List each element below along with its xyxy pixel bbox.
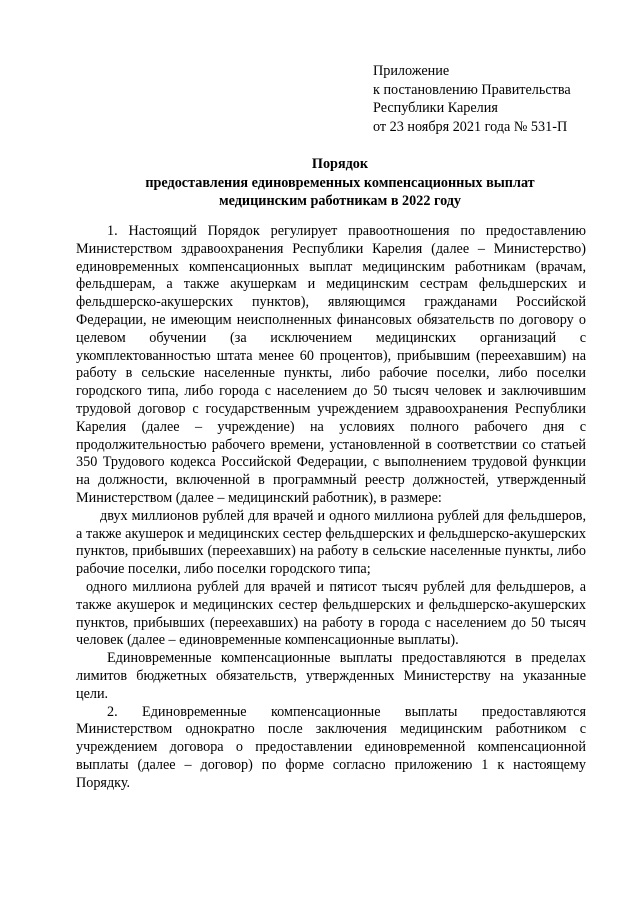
title-line-1: Порядок [311, 156, 369, 172]
paragraph-4: Единовременные компенсационные выплаты предоставляются в пределах лимитов бюджетных обязательств, утвержденных Министерству на указанные цели. [76, 650, 586, 702]
paragraph-2: двух миллионов рублей для врачей и одного миллиона рублей для фельдшеров, а также акушерок и медицинских сестер фельдшерских и фельдшерско-акушерских пунктов, прибывших (переехавших) на работу в сельские населенные пункты, либо рабочие поселки, либо поселки городского типа; [76, 507, 586, 578]
title-line-3: медицинским работникам в 2022 году [218, 193, 462, 209]
paragraph-5: 2. Единовременные компенсационные выплаты предоставляются Министерством однократно после заключения медицинским работником с учреждением договора о предоставлении единовременной компенсационной выплаты (далее – договор) по форме согласно приложению 1 к настоящему Порядку. [76, 703, 586, 791]
paragraph-3: одного миллиона рублей для врачей и пятисот тысяч рублей для фельдшеров, а также акушерок и медицинских сестер фельдшерских и фельдшерско-акушерских пунктов, прибывших (переехавших) на работу в города с населением до 50 тысяч человек (далее – единовременные компенсационные выплаты). [76, 578, 586, 649]
document-title [60, 155, 620, 211]
appendix-date: от 23 ноября 2021 года № 531-П [373, 118, 568, 135]
appendix-reference: к постановлению Правительства [373, 81, 571, 98]
appendix-header [373, 62, 571, 136]
document-body [76, 223, 586, 793]
appendix-label: Приложение [373, 63, 450, 79]
appendix-region: Республики Карелия [373, 100, 498, 116]
title-line-2: предоставления единовременных компенсационных выплат [145, 174, 535, 191]
paragraph-1: 1. Настоящий Порядок регулирует правоотношения по предоставлению Министерством здравоохранения Республики Карелия (далее – Министерство) единовременных компенсационных выплат медицинским работникам (врачам, фельдшерам, а также акушеркам и медицинским сестрам фельдшерских и фельдшерско-акушерских пунктов), являющимся гражданами Российской Федерации, не имеющим неисполненных финансовых обязательств по договору о целевом обучении (за исключением медицинских организаций с укомплектованностью штата менее 60 процентов), прибывшим (переехавшим) на работу в сельские населенные пункты, либо рабочие поселки, либо поселки городского типа, либо города с населением до 50 тысяч человек и заключившим трудовой договор с государственным учреждением здравоохранения Республики Карелия (далее – учреждение) на условиях полного рабочего дня с продолжительностью рабочего времени, установленной в соответствии со статьей 350 Трудового кодекса Российской Федерации, с выполнением трудовой функции на должности, включенной в программный реестр должностей, утвержденный Министерством (далее – медицинский работник), в размере: [76, 223, 586, 506]
